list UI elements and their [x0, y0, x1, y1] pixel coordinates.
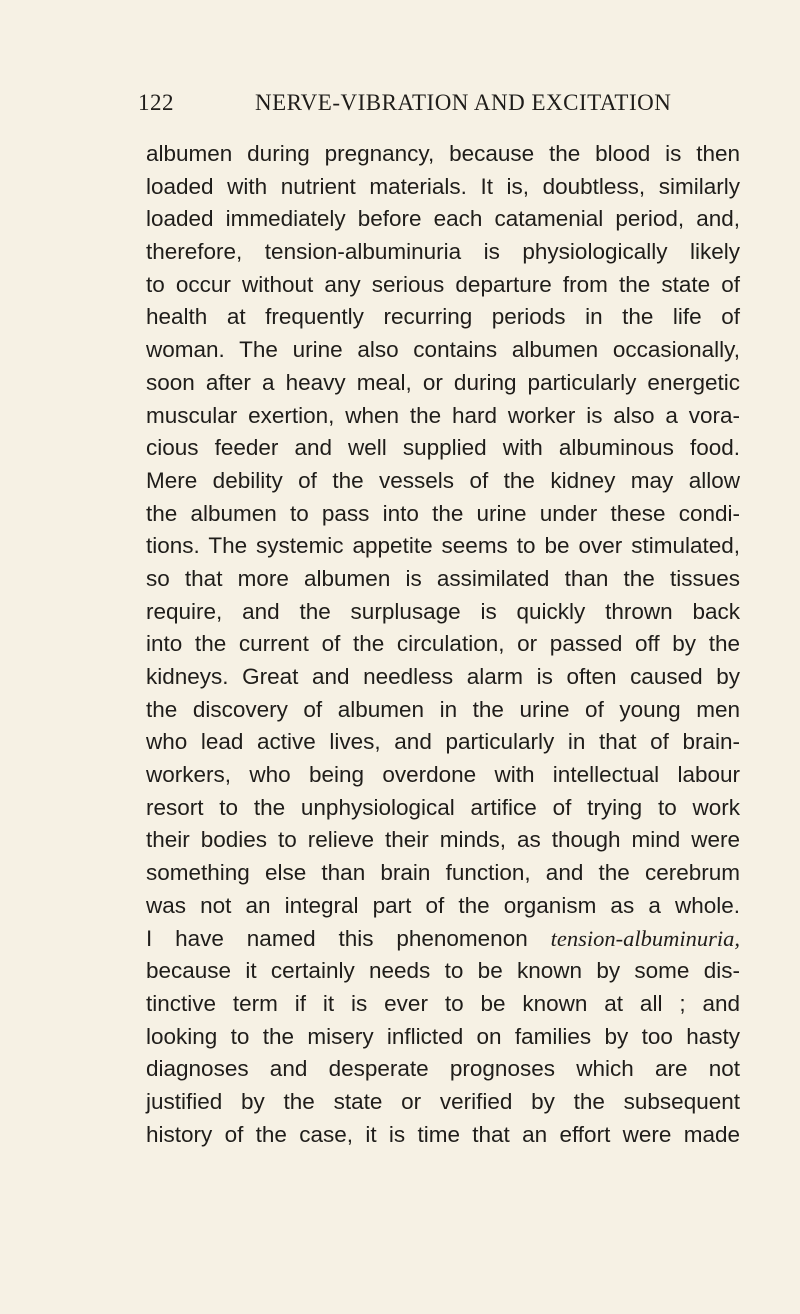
text-line: muscular exertion, when the hard worker is also a vora- — [146, 402, 740, 428]
text-line: albumen during pregnancy, because the blood is then — [146, 141, 740, 166]
text-line: looking to the misery inflicted on families by too hasty — [146, 1023, 740, 1049]
text-line: into the current of the circulation, or passed off by the — [146, 631, 740, 657]
text-line: tinctive term if it is ever to be known at all ; and — [146, 990, 740, 1016]
text-line: diagnoses and desperate prognoses which are not — [146, 1056, 740, 1082]
running-head — [138, 90, 672, 124]
text-line: their bodies to relieve their minds, as though mind were — [146, 827, 740, 853]
line-text: I have named this phenomenon — [146, 925, 528, 951]
running-title: NERVE-VIBRATION AND EXCITATION — [255, 90, 672, 115]
text-line: woman. The urine also contains albumen occasionally, — [146, 337, 740, 363]
text-line: cious feeder and well supplied with albuminous food. — [146, 435, 740, 461]
text-line: resort to the unphysiological artifice of trying to work — [146, 794, 740, 820]
text-line: workers, who being overdone with intellectual labour — [146, 762, 740, 788]
text-line: loaded with nutrient materials. It is, doubtless, similarly — [146, 173, 740, 199]
page-number: 122 — [138, 90, 174, 115]
text-line: something else than brain function, and the cerebrum — [146, 860, 740, 886]
text-line: because it certainly needs to be known by some dis- — [146, 958, 740, 984]
text-line: to occur without any serious departure from the state of — [146, 271, 740, 297]
text-line: Mere debility of the vessels of the kidney may allow — [146, 467, 740, 493]
text-line: soon after a heavy meal, or during particularly energetic — [146, 369, 740, 395]
italic-term: tension-albuminuria, — [550, 925, 740, 951]
text-line: history of the case, it is time that an effort were made — [146, 1121, 740, 1147]
text-line: the discovery of albumen in the urine of young men — [146, 696, 740, 722]
text-line: tions. The systemic appetite seems to be over stimulated, — [146, 533, 740, 559]
text-line-with-italic — [146, 923, 740, 956]
text-line: health at frequently recurring periods in the life of — [146, 304, 740, 330]
text-line: was not an integral part of the organism as a whole. — [146, 892, 740, 918]
text-line: require, and the surplusage is quickly thrown back — [146, 598, 740, 624]
text-line: the albumen to pass into the urine under these condi- — [146, 500, 740, 526]
text-line: loaded immediately before each catamenial period, and, — [146, 206, 740, 232]
text-line: so that more albumen is assimilated than the tissues — [146, 565, 740, 591]
text-line: who lead active lives, and particularly in that of brain- — [146, 729, 740, 755]
text-line: justified by the state or verified by the subsequent — [146, 1088, 740, 1114]
text-line: therefore, tension-albuminuria is physiologically likely — [146, 239, 740, 265]
text-line: kidneys. Great and needless alarm is often caused by — [146, 664, 740, 689]
body-text — [146, 138, 740, 1151]
